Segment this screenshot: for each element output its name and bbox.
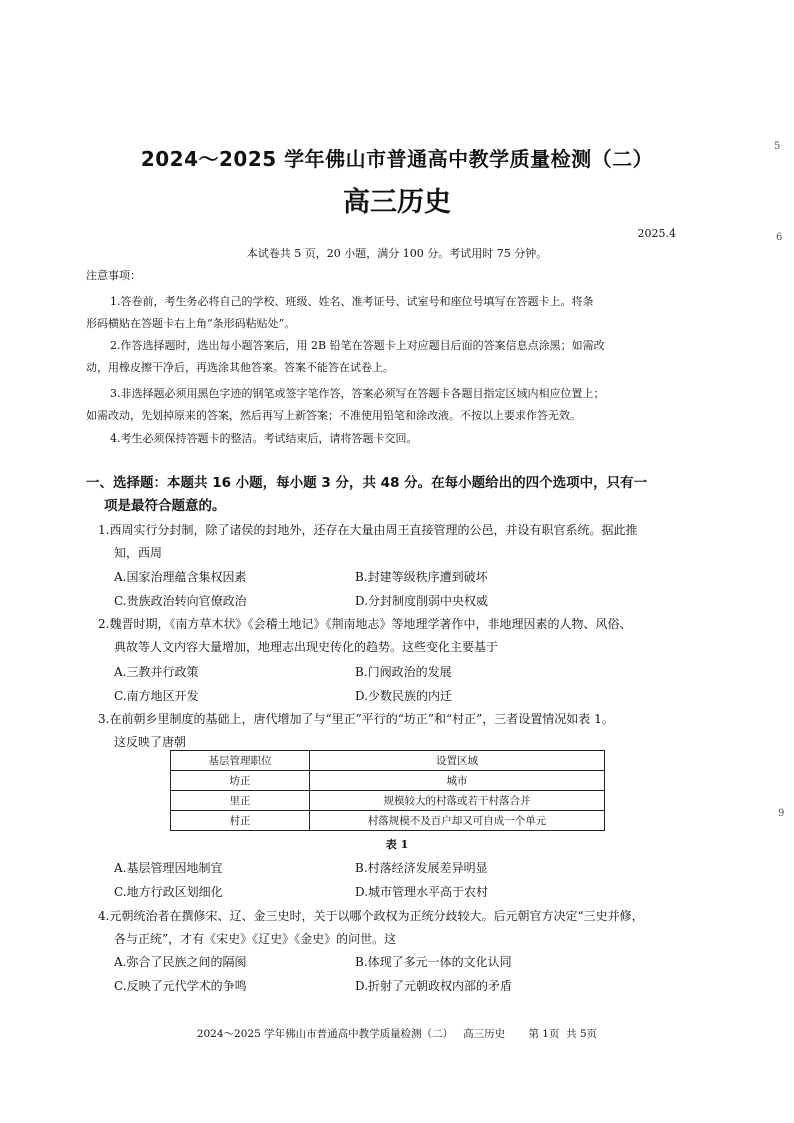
section-heading-cont: 项是最符合题意的。 <box>104 498 226 514</box>
edge-mark: 6 <box>776 232 783 243</box>
notice-line: 4.考生必须保持答题卡的整洁。考试结束后，请将答题卡交回。 <box>110 432 418 445</box>
table-row <box>171 811 605 831</box>
notice-line: 如需改动，先划掉原来的答案，然后再写上新答案；不准使用铅笔和涂改液。不按以上要求作答无效。 <box>86 409 581 422</box>
exam-date: 2025.4 <box>637 227 676 240</box>
table-1 <box>170 750 605 831</box>
section-heading: 一、选择题：本题共 16 小题，每小题 3 分，共 48 分。在每小题给出的四个选项中，只有一 <box>86 475 648 491</box>
option-a[interactable]: A.弥合了民族之间的隔阂 <box>114 955 247 969</box>
table-cell: 坊正 <box>171 771 310 791</box>
edge-mark: 9 <box>778 808 785 819</box>
table-cell: 里正 <box>171 791 310 811</box>
table-caption: 表 1 <box>385 838 409 851</box>
notice-line: 形码横贴在答题卡右上角“条形码粘贴处”。 <box>86 317 296 330</box>
option-b[interactable]: B.体现了多元一体的文化认同 <box>355 955 512 969</box>
question-1-stem: 1.西周实行分封制，除了诸侯的封地外，还存在大量由周王直接管理的公邑，并设有职官系统。据此推 <box>98 523 638 537</box>
table-cell: 规模较大的村落或若干村落合并 <box>310 791 605 811</box>
table-row <box>171 771 605 791</box>
subject-title: 高三历史 <box>343 187 451 218</box>
notice-line: 1.答卷前，考生务必将自己的学校、班级、姓名、准考证号、试室号和座位号填写在答题卡上。将条 <box>110 295 594 308</box>
page-footer: 2024～2025 学年佛山市普通高中教学质量检测（二） 高三历史 第 1页 共 5页 <box>196 1028 598 1040</box>
option-a[interactable]: A.国家治理蕴含集权因素 <box>114 570 247 584</box>
option-c[interactable]: C.反映了元代学术的争鸣 <box>114 979 247 993</box>
option-c[interactable]: C.南方地区开发 <box>114 689 199 703</box>
option-d[interactable]: D.少数民族的内迁 <box>355 689 453 703</box>
option-b[interactable]: B.村落经济发展差异明显 <box>355 861 488 875</box>
question-3-stem: 3.在前朝乡里制度的基础上，唐代增加了与“里正”平行的“坊正”和“村正”，三者设置情况如表 1。 <box>98 712 614 726</box>
notice-line: 2.作答选择题时，选出每小题答案后，用 2B 铅笔在答题卡上对应题目后面的答案信息点涂黑；如需改 <box>110 339 605 352</box>
question-4-stem: 4.元朝统治者在撰修宋、辽、金三史时，关于以哪个政权为正统分歧较大。后元朝官方决定“三史并修， <box>98 909 644 923</box>
option-b[interactable]: B.门阀政治的发展 <box>355 665 452 679</box>
edge-mark: 5 <box>774 141 781 152</box>
table-header-row <box>171 751 605 771</box>
option-c[interactable]: C.贵族政治转向官僚政治 <box>114 594 247 608</box>
option-c[interactable]: C.地方行政区划细化 <box>114 885 223 899</box>
option-a[interactable]: A.基层管理因地制宜 <box>114 861 223 875</box>
table-cell: 村正 <box>171 811 310 831</box>
table-header-cell: 基层管理职位 <box>171 751 310 771</box>
notice-line: 动，用橡皮擦干净后，再选涂其他答案。答案不能答在试卷上。 <box>86 361 394 374</box>
option-d[interactable]: D.分封制度削弱中央权威 <box>355 594 489 608</box>
question-1-stem-cont: 知，西周 <box>114 546 163 560</box>
notice-line: 3.非选择题必须用黑色字迹的钢笔或签字笔作答，答案必须写在答题卡各题目指定区域内相应位置上； <box>110 387 605 400</box>
exam-title: 2024～2025 学年佛山市普通高中教学质量检测（二） <box>140 147 654 171</box>
option-d[interactable]: D.折射了元朝政权内部的矛盾 <box>355 979 513 993</box>
question-4-stem-cont: 各与正统”，才有《宋史》《辽史》《金史》的问世。这 <box>114 932 397 946</box>
option-b[interactable]: B.封建等级秩序遭到破坏 <box>355 570 488 584</box>
table-cell: 村落规模不及百户却又可自成一个单元 <box>310 811 605 831</box>
question-2-stem: 2.魏晋时期，《南方草木状》《会稽土地记》《荆南地志》等地理学著作中，非地理因素的人物、风俗、 <box>98 617 632 631</box>
table-cell: 城市 <box>310 771 605 791</box>
table-row <box>171 791 605 811</box>
exam-summary: 本试卷共 5 页，20 小题，满分 100 分。考试用时 75 分钟。 <box>246 247 548 260</box>
table-header-cell: 设置区域 <box>310 751 605 771</box>
option-a[interactable]: A.三教并行政策 <box>114 665 199 679</box>
question-2-stem-cont: 典故等人文内容大量增加，地理志出现史传化的趋势。这些变化主要基于 <box>114 640 499 654</box>
notice-heading: 注意事项： <box>86 269 141 282</box>
question-3-stem-cont: 这反映了唐朝 <box>114 735 187 749</box>
option-d[interactable]: D.城市管理水平高于农村 <box>355 885 489 899</box>
